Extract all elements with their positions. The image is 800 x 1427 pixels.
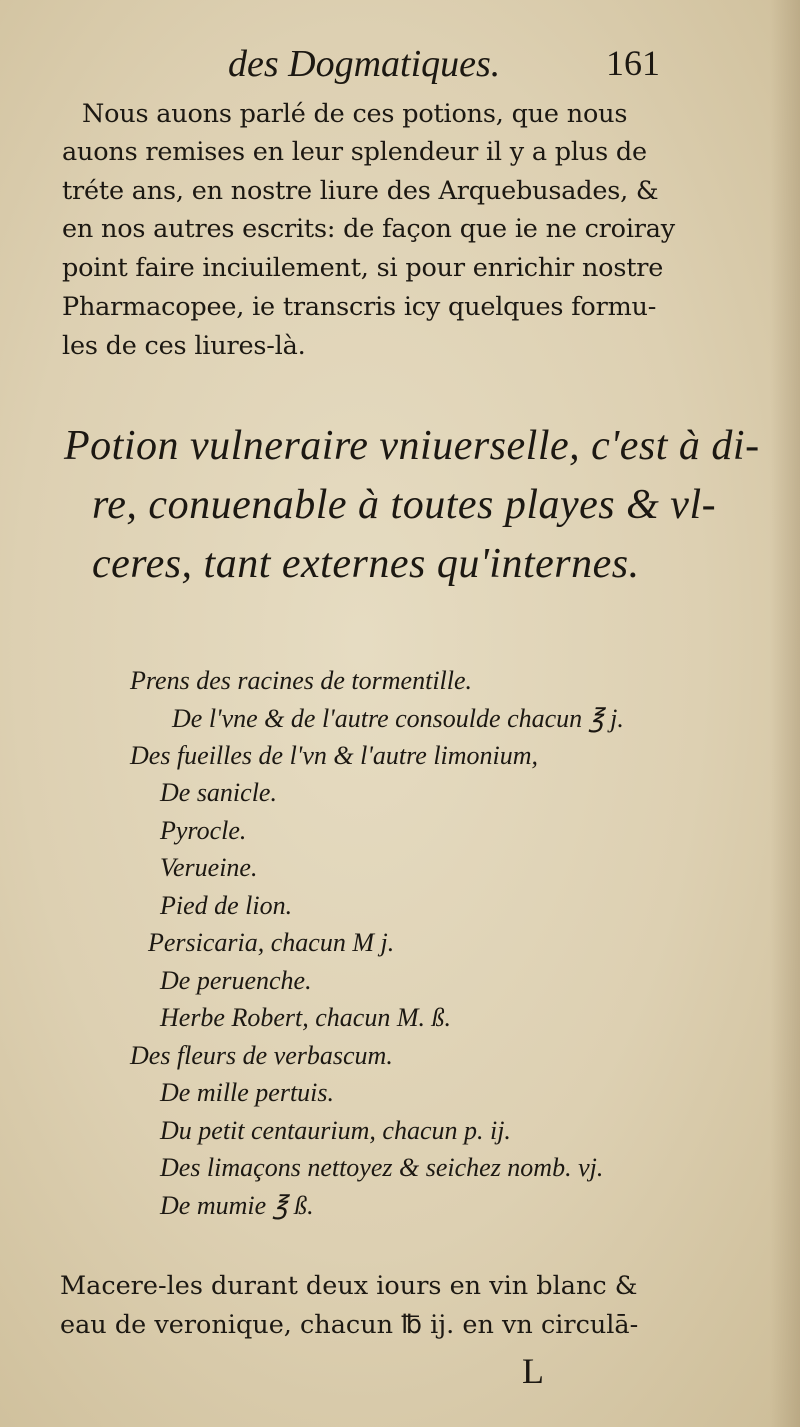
recipe-item: De peruenche. <box>160 966 312 995</box>
prose-line: point faire inciuilement, si pour enrichir nostre <box>62 253 664 283</box>
recipe-item: Du petit centaurium, chacun p. ij. <box>160 1116 511 1145</box>
recipe-item: Des limaçons nettoyez & seichez nomb. vj. <box>160 1153 604 1182</box>
prose-line: auons remises en leur splendeur il y a plus de <box>62 137 647 167</box>
prose-line: Nous auons parlé de ces potions, que nous <box>82 99 628 129</box>
prose-line: Pharmacopee, ie transcris icy quelques formu- <box>62 292 657 322</box>
recipe-item: Pied de lion. <box>160 891 293 920</box>
recipe-item: De mumie ℥ ß. <box>160 1191 314 1220</box>
prose-line: tréte ans, en nostre liure des Arquebusades, & <box>62 176 659 206</box>
recipe-item: De mille pertuis. <box>160 1078 335 1107</box>
recipe-item: Verueine. <box>160 853 258 882</box>
prose-line: Macere-les durant deux iours en vin blanc & <box>60 1271 638 1301</box>
recipe-item: De l'vne & de l'autre consoulde chacun ℥ j. <box>172 704 624 733</box>
heading-line: ceres, tant externes qu'internes. <box>92 541 640 587</box>
prose-line: les de ces liures-là. <box>62 331 306 361</box>
recipe-item: Pyrocle. <box>160 816 247 845</box>
recipe-item: Persicaria, chacun M j. <box>148 928 395 957</box>
recipe-item: De sanicle. <box>160 778 277 807</box>
page-number: 161 <box>606 43 660 83</box>
heading-line: Potion vulneraire vniuerselle, c'est à di- <box>64 423 760 469</box>
page-edge-shadow <box>770 0 800 1427</box>
recipe-item: Herbe Robert, chacun M. ß. <box>160 1003 451 1032</box>
prose-line: eau de veronique, chacun ℔ ij. en vn circulā- <box>60 1310 639 1340</box>
recipe-item: Des fleurs de verbascum. <box>130 1041 393 1070</box>
running-head: des Dogmatiques. <box>228 43 501 85</box>
recipe-item: Prens des racines de tormentille. <box>130 666 473 695</box>
recipe-item: Des fueilles de l'vn & l'autre limonium, <box>130 741 539 770</box>
heading-line: re, conuenable à toutes playes & vl- <box>92 482 717 528</box>
prose-line: en nos autres escrits: de façon que ie ne croiray <box>62 214 675 244</box>
signature-mark: L <box>522 1351 544 1391</box>
